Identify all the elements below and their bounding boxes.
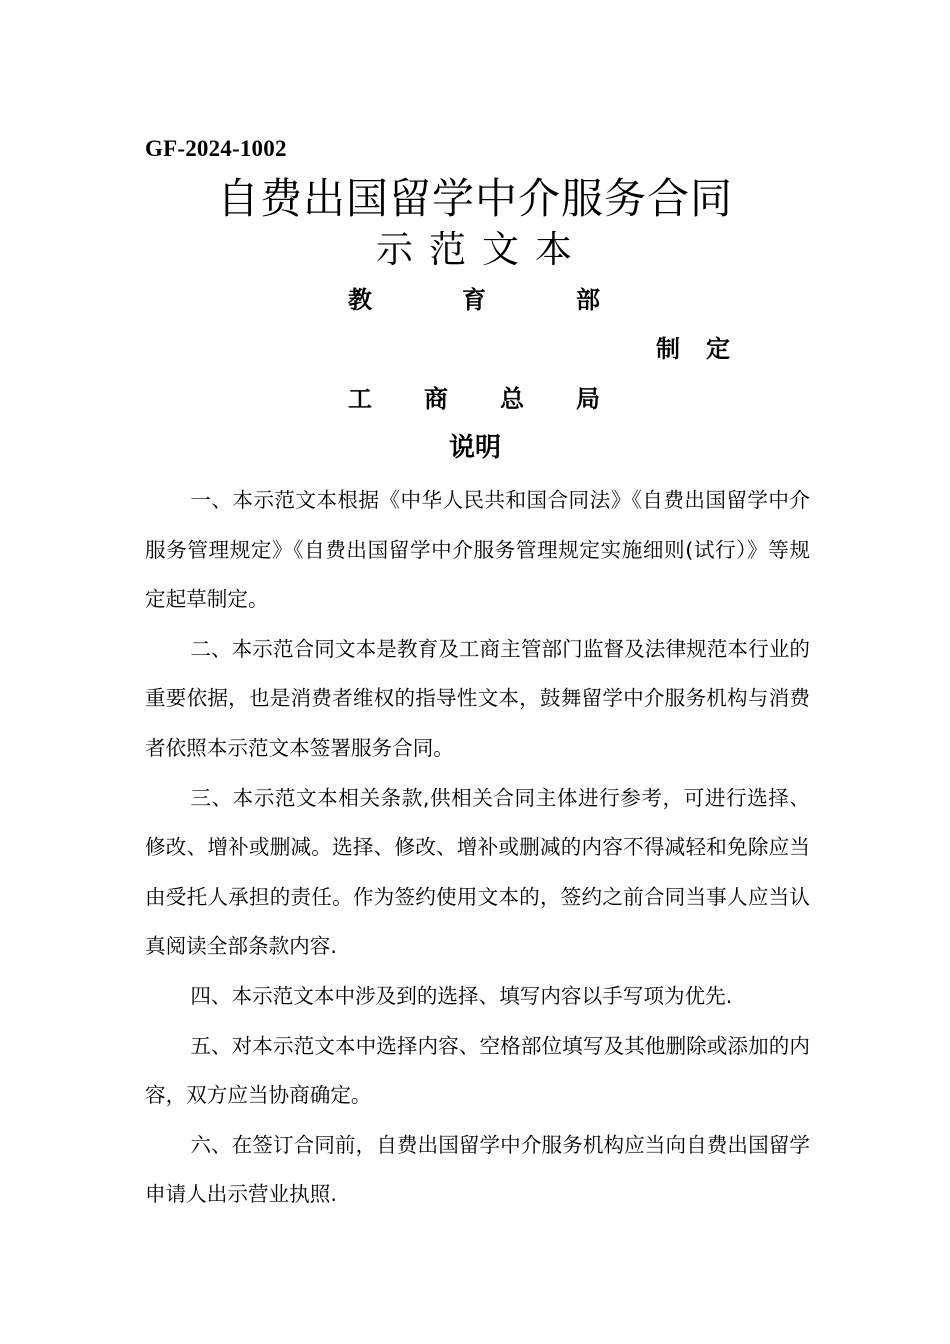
explanation-body (145, 476, 810, 1220)
paragraph: 六、在签订合同前，自费出国留学中介服务机构应当向自费出国留学申请人出示营业执照. (145, 1132, 810, 1207)
document-subtitle: 示范文本 (376, 228, 588, 271)
paragraph: 四、本示范文本中涉及到的选择、填写内容以手写项为优先. (190, 983, 733, 1008)
paragraph: 二、本示范合同文本是教育及工商主管部门监督及法律规范本行业的重要依据，也是消费者维权的指导性文本，鼓舞留学中介服务机构与消费者依照本示范文本签署服务合同。 (145, 636, 810, 760)
paragraph: 一、本示范文本根据《中华人民共和国合同法》《自费出国留学中介服务管理规定》《自费出国留学中介服务管理规定实施细则(试行）》等规定起草制定。 (145, 488, 810, 612)
paragraph: 五、对本示范文本中选择内容、空格部位填写及其他删除或添加的内容，双方应当协商确定。 (145, 1033, 810, 1108)
paragraph: 三、本示范文本相关条款,供相关合同主体进行参考，可进行选择、修改、增补或删减。选择、修改、增补或删减的内容不得减轻和免除应当由受托人承担的责任。作为签约使用文本的，签约之前合同当事人应当认真阅读全部条款内容. (145, 785, 810, 959)
issuer-formulated: 制定 (656, 334, 756, 363)
issuer-industry-commerce: 工商总局 (348, 384, 652, 413)
document-code: GF-2024-1002 (145, 136, 287, 161)
issuer-education-ministry: 教育部 (348, 285, 690, 314)
document-title: 自费出国留学中介服务合同 (216, 174, 733, 223)
section-title-explanation: 说明 (448, 433, 501, 463)
